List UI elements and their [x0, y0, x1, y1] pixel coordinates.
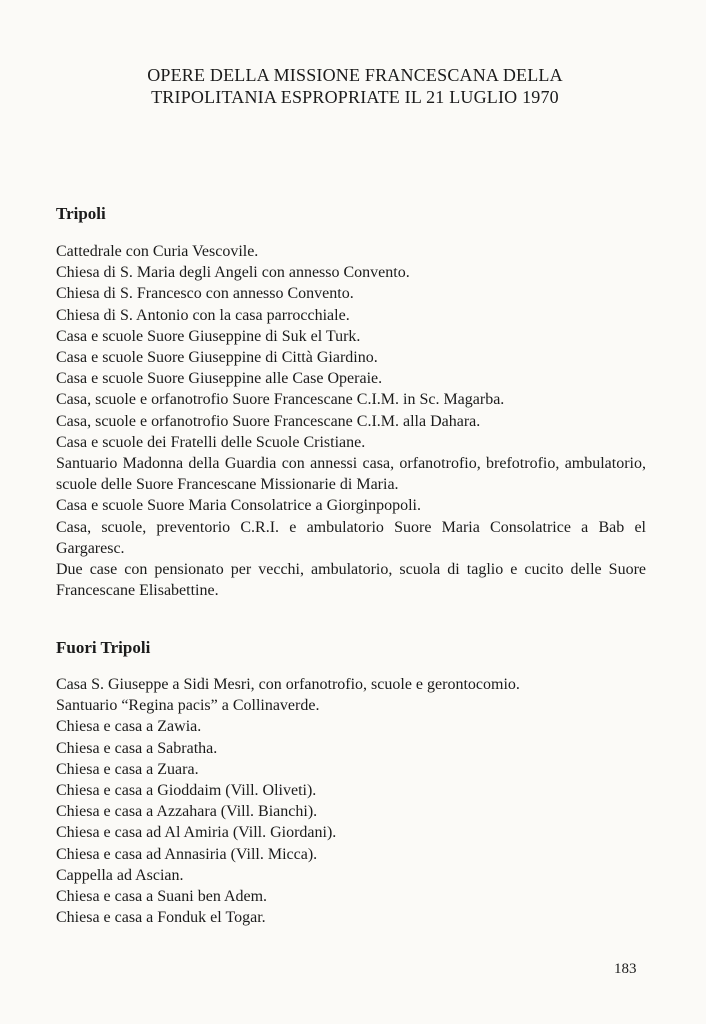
- list-item: Chiesa di S. Francesco con annesso Convento.: [56, 285, 354, 303]
- section-heading-fuori-tripoli: Fuori Tripoli: [56, 638, 151, 657]
- list-item: Casa S. Giuseppe a Sidi Mesri, con orfanotrofio, scuole e gerontocomio.: [56, 676, 520, 693]
- page-number: 183: [614, 961, 637, 977]
- list-item: Casa e scuole Suore Giuseppine di Suk el Turk.: [56, 327, 361, 345]
- list-item: Chiesa di S. Maria degli Angeli con annesso Convento.: [56, 264, 410, 282]
- list-item: Chiesa e casa a Fonduk el Togar.: [56, 909, 266, 927]
- title-line-2: TRIPOLITANIA ESPROPRIATE IL 21 LUGLIO 1970: [151, 87, 559, 107]
- list-item: Due case con pensionato per vecchi, ambulatorio, scuola di taglio e cucito delle Suore Francescane Elisabettine.: [56, 561, 646, 600]
- list-item: Casa, scuole, preventorio C.R.I. e ambulatorio Suore Maria Consolatrice a Bab el Gargaresc.: [56, 518, 646, 557]
- list-item: Chiesa e casa a Gioddaim (Vill. Oliveti).: [56, 782, 317, 800]
- list-item: Chiesa di S. Antonio con la casa parrocchiale.: [56, 306, 350, 324]
- list-item: Chiesa e casa a Zawia.: [56, 718, 202, 736]
- list-item: Cattedrale con Curia Vescovile.: [56, 243, 259, 260]
- list-fuori-tripoli: [56, 674, 646, 928]
- list-item: Santuario Madonna della Guardia con annessi casa, orfanotrofio, brefotrofio, ambulatorio, scuole delle Suore Francescane Missionarie di Maria.: [56, 455, 646, 494]
- list-item: Casa e scuole Suore Giuseppine alle Case Operaie.: [56, 370, 383, 388]
- list-item: Chiesa e casa a Azzahara (Vill. Bianchi).: [56, 803, 318, 821]
- list-item: Casa e scuole dei Fratelli delle Scuole Cristiane.: [56, 433, 366, 451]
- list-item: Chiesa e casa a Suani ben Adem.: [56, 888, 268, 906]
- list-tripoli: [56, 241, 646, 601]
- list-item: Chiesa e casa a Zuara.: [56, 760, 199, 778]
- list-item: Cappella ad Ascian.: [56, 866, 184, 884]
- page-title: [60, 64, 650, 108]
- list-item: Chiesa e casa ad Al Amiria (Vill. Giordani).: [56, 824, 337, 842]
- list-item: Casa, scuole e orfanotrofio Suore Francescane C.I.M. in Sc. Magarba.: [56, 391, 505, 409]
- list-item: Chiesa e casa ad Annasiria (Vill. Micca).: [56, 845, 318, 863]
- list-item: Santuario “Regina pacis” a Collinaverde.: [56, 697, 320, 715]
- section-heading-tripoli: Tripoli: [56, 204, 106, 223]
- list-item: Chiesa e casa a Sabratha.: [56, 739, 218, 757]
- list-item: Casa e scuole Suore Giuseppine di Città Giardino.: [56, 349, 378, 367]
- list-item: Casa, scuole e orfanotrofio Suore Francescane C.I.M. alla Dahara.: [56, 412, 481, 430]
- list-item: Casa e scuole Suore Maria Consolatrice a Giorginpopoli.: [56, 497, 421, 515]
- title-line-1: OPERE DELLA MISSIONE FRANCESCANA DELLA: [147, 65, 563, 85]
